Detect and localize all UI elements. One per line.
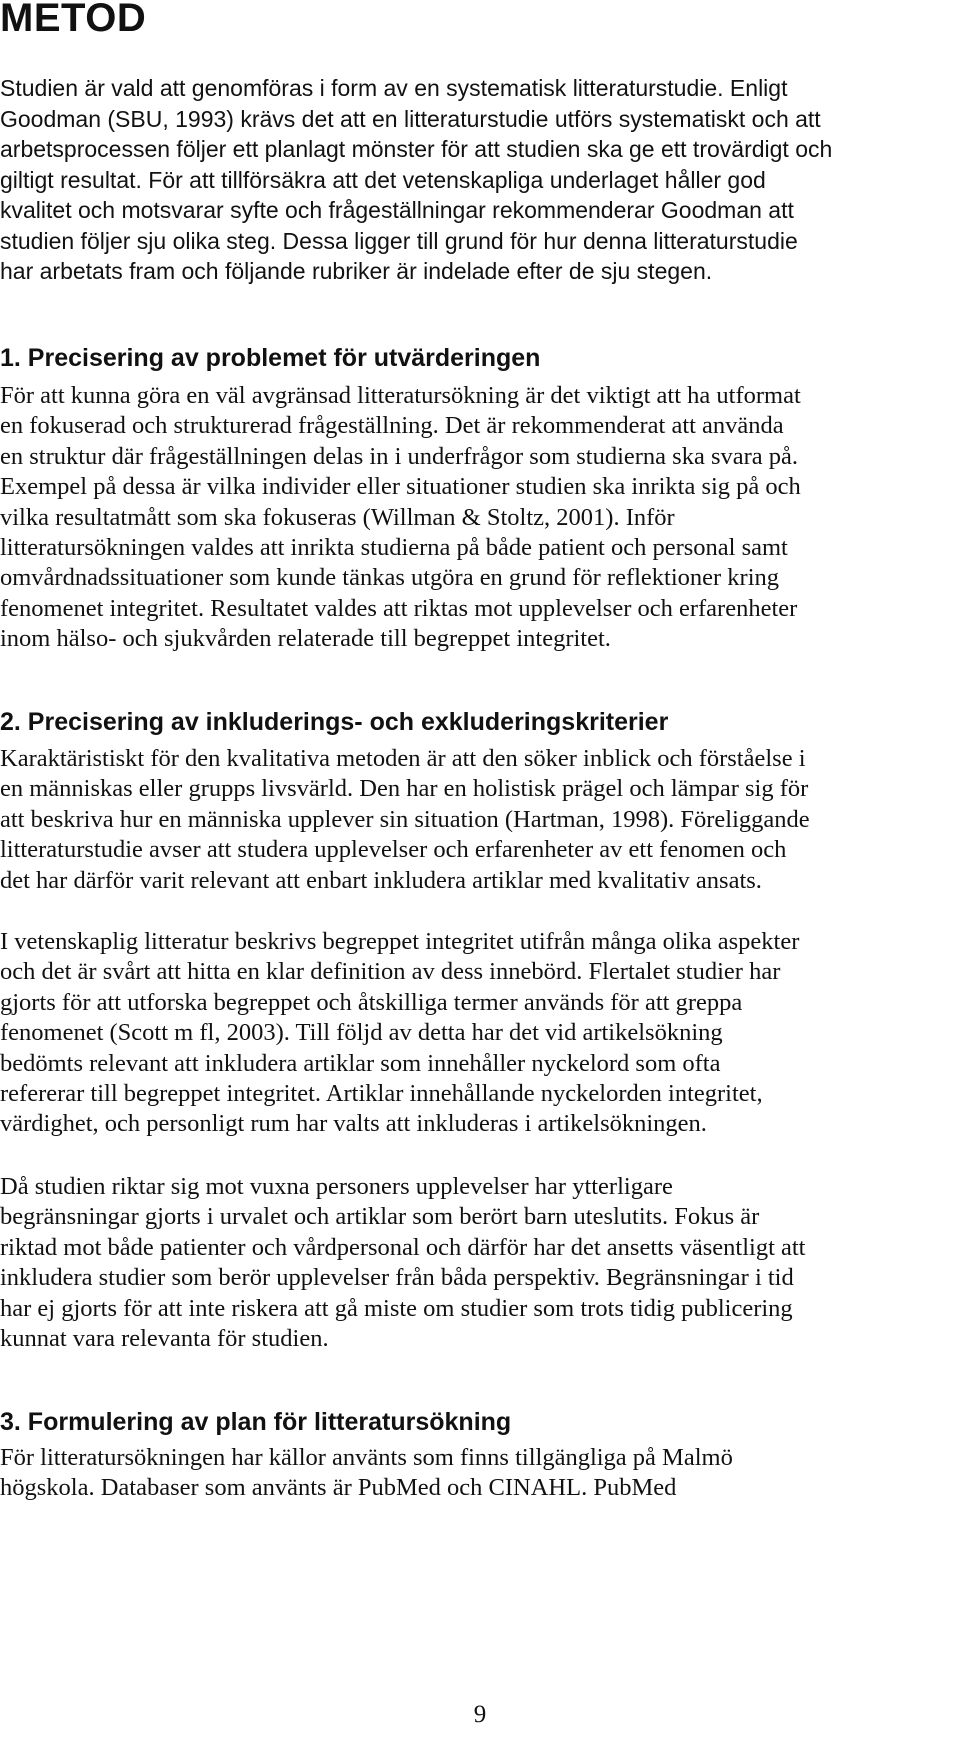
text-line: fenomenet (Scott m fl, 2003). Till följd av detta har det vid artikelsökning	[0, 1019, 723, 1047]
section-2-heading: 2. Precisering av inkluderings- och exkluderingskriterier	[0, 708, 669, 736]
section-2-paragraph-3	[0, 1172, 960, 1354]
text-line: Goodman (SBU, 1993) krävs det att en litteraturstudie utförs systematiskt och att	[0, 105, 821, 132]
text-line: har ej gjorts för att inte riskera att gå miste om studier som trots tidig publicering	[0, 1294, 793, 1322]
text-line: fenomenet integritet. Resultatet valdes att riktas mot upplevelser och erfarenheter	[0, 594, 798, 622]
text-line: bedömts relevant att inkludera artiklar som innehåller nyckelord som ofta	[0, 1049, 721, 1077]
text-line: Exempel på dessa är vilka individer eller situationer studien ska inrikta sig på och	[0, 473, 801, 501]
text-line: har arbetats fram och följande rubriker är indelade efter de sju stegen.	[0, 258, 713, 284]
text-line: en struktur där frågeställningen delas in i underfrågor som studierna ska svara på.	[0, 442, 799, 470]
page-number: 9	[473, 1701, 487, 1728]
text-line: inom hälso- och sjukvården relaterade till begreppet integritet.	[0, 625, 611, 653]
text-line: litteraturstudie avser att studera upplevelser och erfarenheter av ett fenomen och	[0, 836, 787, 864]
text-line: refererar till begreppet integritet. Artiklar innehållande nyckelorden integritet,	[0, 1080, 763, 1108]
text-line: För att kunna göra en väl avgränsad litteratursökning är det viktigt att ha utformat	[0, 382, 801, 409]
text-line: arbetsprocessen följer ett planlagt mönster för att studien ska ge ett trovärdigt och	[0, 136, 833, 162]
section-2-paragraph-2	[0, 927, 960, 1140]
section-1-heading: 1. Precisering av problemet för utvärderingen	[0, 344, 541, 372]
text-line: Då studien riktar sig mot vuxna personers upplevelser har ytterligare	[0, 1173, 673, 1200]
text-line: Karaktäristiskt för den kvalitativa metoden är att den söker inblick och förståelse i	[0, 745, 806, 772]
section-2-paragraph-1	[0, 744, 960, 896]
text-line: riktad mot både patienter och vårdpersonal och därför har det ansetts väsentligt att	[0, 1233, 806, 1261]
text-line: och det är svårt att hitta en klar definition av dess innebörd. Flertalet studier har	[0, 958, 781, 986]
text-line: Studien är vald att genomföras i form av en systematisk litteraturstudie. Enligt	[0, 75, 788, 101]
section-1-paragraph	[0, 381, 960, 655]
text-line: För litteratursökningen har källor använts som finns tillgängliga på Malmö	[0, 1444, 733, 1471]
text-line: att beskriva hur en människa upplever sin situation (Hartman, 1998). Föreliggande	[0, 805, 810, 833]
text-line: inkludera studier som berör upplevelser från båda perspektiv. Begränsningar i tid	[0, 1264, 794, 1292]
text-line: kvalitet och motsvarar syfte och frågeställningar rekommenderar Goodman att	[0, 197, 794, 223]
text-line: en fokuserad och strukturerad frågeställning. Det är rekommenderat att använda	[0, 412, 784, 440]
text-line: gjorts för att utforska begreppet och åtskilliga termer används för att greppa	[0, 988, 743, 1016]
text-line: vilka resultatmått som ska fokuseras (Willman & Stoltz, 2001). Inför	[0, 503, 675, 531]
text-line: giltigt resultat. För att tillförsäkra att det vetenskapliga underlaget håller god	[0, 166, 766, 193]
text-line: det har därför varit relevant att enbart inkludera artiklar med kvalitativ ansats.	[0, 866, 762, 894]
text-line: värdighet, och personligt rum har valts att inkluderas i artikelsökningen.	[0, 1110, 707, 1138]
section-3-heading: 3. Formulering av plan för litteratursökning	[0, 1408, 512, 1436]
text-line: högskola. Databaser som använts är PubMed och CINAHL. PubMed	[0, 1474, 677, 1502]
text-line: kunnat vara relevanta för studien.	[0, 1325, 329, 1353]
text-line: litteratursökningen valdes att inrikta studierna på både patient och personal samt	[0, 534, 788, 562]
text-line: I vetenskaplig litteratur beskrivs begreppet integritet utifrån många olika aspekter	[0, 928, 800, 955]
section-3-paragraph	[0, 1443, 960, 1504]
text-line: begränsningar gjorts i urvalet och artiklar som berört barn uteslutits. Fokus är	[0, 1203, 760, 1231]
text-line: omvårdnadssituationer som kunde tänkas utgöra en grund för reflektioner kring	[0, 564, 780, 592]
intro-paragraph	[0, 73, 960, 287]
text-line: en människas eller grupps livsvärld. Den har en holistisk prägel och lämpar sig för	[0, 775, 809, 803]
text-line: studien följer sju olika steg. Dessa ligger till grund för hur denna litteraturstudie	[0, 227, 798, 254]
page-title: METOD	[0, 0, 147, 40]
